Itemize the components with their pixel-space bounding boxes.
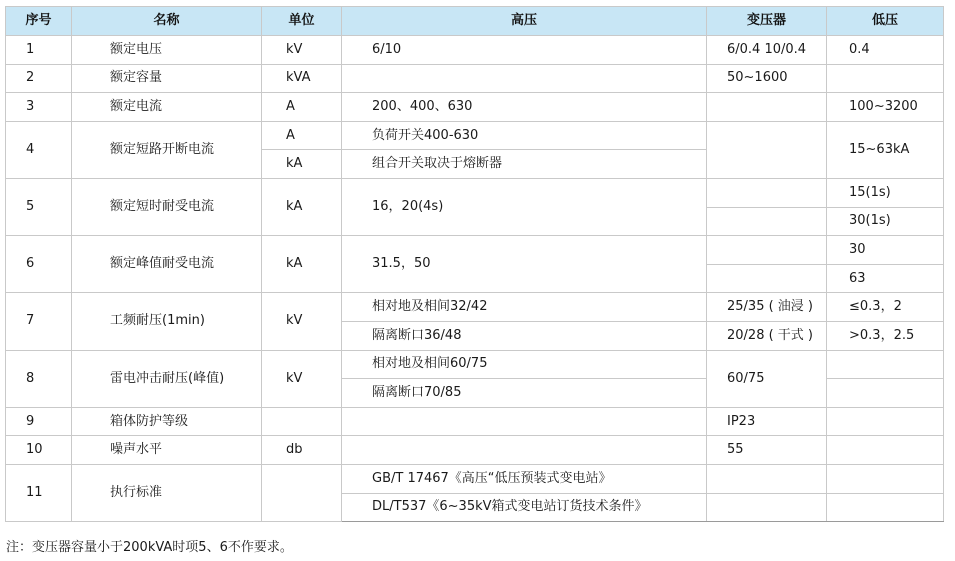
cell-hv: 组合开关取决于熔断器 <box>342 150 707 179</box>
cell-hv: GB/T 17467《高压“低压预装式变电站》 <box>342 464 707 493</box>
header-name: 名称 <box>72 7 262 36</box>
cell-tr <box>707 236 827 265</box>
cell-lv: 15~63kA <box>827 121 944 178</box>
cell-name: 噪声水平 <box>72 436 262 465</box>
footnote: 注：变压器容量小于200kVA时项5、6不作要求。 <box>6 540 293 555</box>
cell-tr: 20/28 ( 干式 ) <box>707 321 827 350</box>
table-row <box>6 64 944 93</box>
cell-lv: 30 <box>827 236 944 265</box>
cell-lv <box>827 379 944 408</box>
cell-no: 8 <box>6 350 72 407</box>
table-row <box>6 436 944 465</box>
table-row <box>6 93 944 122</box>
cell-tr <box>707 207 827 236</box>
cell-tr: 25/35 ( 油浸 ) <box>707 293 827 322</box>
cell-hv: DL/T537《6~35kV箱式变电站订货技术条件》 <box>342 493 707 522</box>
header-hv: 高压 <box>342 7 707 36</box>
cell-unit: kA <box>262 236 342 293</box>
cell-hv: 相对地及相间60/75 <box>342 350 707 379</box>
cell-hv <box>342 64 707 93</box>
cell-unit: kV <box>262 350 342 407</box>
cell-tr <box>707 93 827 122</box>
cell-tr: 60/75 <box>707 350 827 407</box>
cell-no: 6 <box>6 236 72 293</box>
header-row <box>6 7 944 36</box>
cell-unit: kV <box>262 36 342 65</box>
cell-name: 雷电冲击耐压(峰值) <box>72 350 262 407</box>
table-row <box>6 236 944 265</box>
spec-table <box>5 6 944 522</box>
cell-lv: 30(1s) <box>827 207 944 236</box>
cell-lv <box>827 64 944 93</box>
table-row <box>6 293 944 322</box>
table-row <box>6 178 944 207</box>
cell-hv: 16，20(4s) <box>342 178 707 235</box>
cell-lv: 63 <box>827 264 944 293</box>
cell-name: 箱体防护等级 <box>72 407 262 436</box>
cell-lv <box>827 493 944 522</box>
table-row <box>6 36 944 65</box>
cell-name: 执行标准 <box>72 464 262 521</box>
cell-tr: 6/0.4 10/0.4 <box>707 36 827 65</box>
cell-unit <box>262 407 342 436</box>
table-row <box>6 407 944 436</box>
cell-hv: 31.5，50 <box>342 236 707 293</box>
cell-unit <box>262 464 342 521</box>
table-row <box>6 464 944 493</box>
cell-lv <box>827 407 944 436</box>
cell-hv: 隔离断口36/48 <box>342 321 707 350</box>
cell-unit: kA <box>262 178 342 235</box>
cell-tr <box>707 264 827 293</box>
cell-lv: 15(1s) <box>827 178 944 207</box>
cell-no: 4 <box>6 121 72 178</box>
cell-lv: ≤0.3，2 <box>827 293 944 322</box>
cell-no: 3 <box>6 93 72 122</box>
cell-tr <box>707 178 827 207</box>
cell-no: 1 <box>6 36 72 65</box>
cell-unit: db <box>262 436 342 465</box>
table-row <box>6 121 944 150</box>
cell-unit: kVA <box>262 64 342 93</box>
cell-tr <box>707 493 827 522</box>
cell-tr: 55 <box>707 436 827 465</box>
cell-hv: 6/10 <box>342 36 707 65</box>
cell-tr <box>707 121 827 178</box>
header-no: 序号 <box>6 7 72 36</box>
table-row <box>6 350 944 379</box>
cell-hv: 负荷开关400-630 <box>342 121 707 150</box>
cell-name: 工频耐压(1min) <box>72 293 262 350</box>
cell-no: 5 <box>6 178 72 235</box>
cell-hv: 相对地及相间32/42 <box>342 293 707 322</box>
cell-no: 10 <box>6 436 72 465</box>
cell-unit: kV <box>262 293 342 350</box>
cell-name: 额定短路开断电流 <box>72 121 262 178</box>
cell-name: 额定电压 <box>72 36 262 65</box>
cell-name: 额定容量 <box>72 64 262 93</box>
cell-tr: IP23 <box>707 407 827 436</box>
cell-tr: 50~1600 <box>707 64 827 93</box>
cell-no: 11 <box>6 464 72 521</box>
cell-no: 7 <box>6 293 72 350</box>
cell-hv: 隔离断口70/85 <box>342 379 707 408</box>
cell-unit: A <box>262 121 342 150</box>
cell-name: 额定短时耐受电流 <box>72 178 262 235</box>
cell-name: 额定电流 <box>72 93 262 122</box>
cell-name: 额定峰值耐受电流 <box>72 236 262 293</box>
cell-lv: 100~3200 <box>827 93 944 122</box>
header-lv: 低压 <box>827 7 944 36</box>
header-tr: 变压器 <box>707 7 827 36</box>
cell-unit: kA <box>262 150 342 179</box>
cell-tr <box>707 464 827 493</box>
cell-hv <box>342 436 707 465</box>
header-unit: 单位 <box>262 7 342 36</box>
cell-lv <box>827 436 944 465</box>
cell-unit: A <box>262 93 342 122</box>
cell-lv: >0.3，2.5 <box>827 321 944 350</box>
cell-lv: 0.4 <box>827 36 944 65</box>
cell-no: 2 <box>6 64 72 93</box>
cell-no: 9 <box>6 407 72 436</box>
cell-lv <box>827 464 944 493</box>
cell-hv <box>342 407 707 436</box>
cell-lv <box>827 350 944 379</box>
cell-hv: 200、400、630 <box>342 93 707 122</box>
